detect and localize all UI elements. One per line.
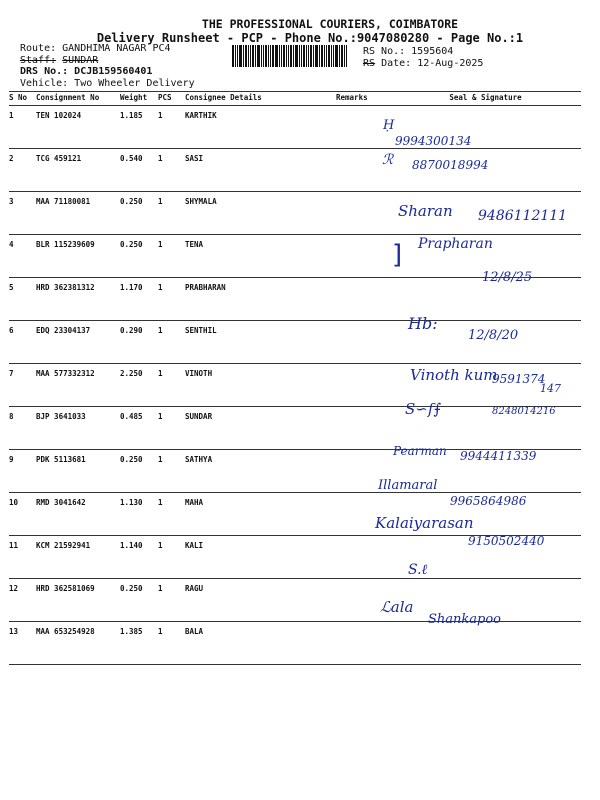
cell-sno: 6 — [9, 321, 36, 364]
barcode-bar — [341, 45, 343, 67]
barcode-bar — [306, 45, 307, 67]
cell-pcs: 1 — [158, 450, 185, 493]
cell-remarks — [336, 192, 390, 235]
signature-mark: ℒala — [380, 598, 414, 616]
cell-consignee: TENA — [185, 235, 336, 278]
cell-sno: 10 — [9, 493, 36, 536]
cell-pcs: 1 — [158, 493, 185, 536]
barcode-bar — [272, 45, 274, 67]
cell-remarks — [336, 407, 390, 450]
hw-r9b: 9944411339 — [460, 449, 537, 463]
table-row — [9, 106, 581, 149]
barcode-bar — [263, 45, 264, 67]
col-weight: Weight — [120, 92, 158, 106]
barcode-bar — [237, 45, 238, 67]
cell-weight: 2.250 — [120, 364, 158, 407]
hw-r6: 12/8/20 — [468, 328, 519, 343]
table-end — [9, 665, 581, 666]
barcode-bar — [293, 45, 294, 67]
signature-mark: S∽f⨍ — [405, 400, 442, 418]
barcode-bar — [333, 45, 334, 67]
staff-text: Staff: SUNDAR — [20, 54, 99, 66]
cell-consignee: RAGU — [185, 579, 336, 622]
cell-weight: 1.185 — [120, 106, 158, 149]
barcode-bar — [250, 45, 251, 67]
cell-consignee: SATHYA — [185, 450, 336, 493]
company-title: THE PROFESSIONAL COURIERS, COIMBATORE — [201, 17, 459, 31]
col-remarks: Remarks — [336, 92, 390, 106]
hw-r5a: Prapharan — [418, 236, 493, 252]
cell-weight: 1.170 — [120, 278, 158, 321]
table-row — [9, 149, 581, 192]
barcode-bar — [339, 45, 340, 67]
cell-sno: 2 — [9, 149, 36, 192]
route-text: Route: GANDHIMA NAGAR PC4 — [20, 43, 171, 54]
hw-r9a: Pearman — [393, 444, 447, 458]
hw-r3b: 9486112111 — [478, 208, 568, 224]
hw-r13: Shankapoo — [428, 612, 502, 627]
col-consignee: Consignee Details — [185, 92, 336, 106]
col-consignment: Consignment No — [36, 92, 120, 106]
cell-sno: 9 — [9, 450, 36, 493]
hw-r1: 9994300134 — [395, 134, 472, 148]
barcode-bar — [252, 45, 254, 67]
hw-r11b: 9150502440 — [468, 534, 545, 548]
cell-remarks — [336, 235, 390, 278]
cell-sno: 3 — [9, 192, 36, 235]
barcode-bar — [286, 45, 287, 67]
barcode-bar — [261, 45, 262, 67]
rs-date: RS Date: 12-Aug-2025 — [363, 57, 484, 69]
cell-consignment: HRD 362381312 — [36, 278, 120, 321]
hw-r7b: 9591374 — [492, 372, 546, 386]
vehicle-text: Vehicle: Two Wheeler Delivery — [20, 77, 195, 89]
barcode-bar — [326, 45, 327, 67]
barcode-bar — [308, 45, 309, 67]
cell-remarks — [336, 321, 390, 364]
cell-consignee: SENTHIL — [185, 321, 336, 364]
barcode-bar — [275, 45, 278, 67]
col-signature: Seal & Signature — [390, 92, 581, 106]
hw-r2: 8870018994 — [412, 158, 489, 172]
cell-consignment: KCM 21592941 — [36, 536, 120, 579]
cell-weight: 0.250 — [120, 450, 158, 493]
cell-consignment: TCG 459121 — [36, 149, 120, 192]
cell-sno: 1 — [9, 106, 36, 149]
cell-consignee: PRABHARAN — [185, 278, 336, 321]
barcode-bar — [299, 45, 300, 67]
barcode-bar — [346, 45, 347, 67]
hw-r3a: Sharan — [398, 202, 453, 220]
cell-consignment: MAA 653254928 — [36, 622, 120, 665]
barcode-bar — [313, 45, 314, 67]
signature-mark: Ḥ — [383, 118, 395, 133]
cell-consignment: BLR 115239609 — [36, 235, 120, 278]
cell-pcs: 1 — [158, 235, 185, 278]
cell-consignment: MAA 71180081 — [36, 192, 120, 235]
cell-pcs: 1 — [158, 149, 185, 192]
barcode — [232, 45, 354, 67]
hw-r5b: 12/8/25 — [482, 270, 533, 285]
cell-remarks — [336, 364, 390, 407]
barcode-bar — [239, 45, 242, 67]
cell-remarks — [336, 278, 390, 321]
cell-sno: 13 — [9, 622, 36, 665]
runsheet-title: Delivery Runsheet - PCP - Phone No.:9047080280 - Page No.:1 — [96, 31, 524, 45]
barcode-bar — [270, 45, 271, 67]
barcode-bar — [319, 45, 320, 67]
cell-consignment: HRD 362581069 — [36, 579, 120, 622]
bracket-mark: ] — [392, 240, 403, 270]
hw-r7a: Vinoth kum — [410, 366, 498, 384]
cell-sno: 8 — [9, 407, 36, 450]
barcode-bar — [243, 45, 244, 67]
barcode-bar — [331, 45, 332, 67]
cell-pcs: 1 — [158, 278, 185, 321]
cell-weight: 0.290 — [120, 321, 158, 364]
cell-signature — [390, 622, 581, 665]
barcode-bar — [303, 45, 305, 67]
barcode-bar — [335, 45, 338, 67]
barcode-bar — [268, 45, 269, 67]
cell-consignee: SUNDAR — [185, 407, 336, 450]
barcode-bar — [281, 45, 282, 67]
cell-weight: 0.250 — [120, 579, 158, 622]
barcode-bar — [265, 45, 267, 67]
barcode-bar — [295, 45, 298, 67]
barcode-bar — [344, 45, 345, 67]
rs-number: RS No.: 1595604 — [363, 46, 454, 57]
cell-consignment: BJP 3641033 — [36, 407, 120, 450]
cell-consignment: RMD 3041642 — [36, 493, 120, 536]
cell-weight: 1.130 — [120, 493, 158, 536]
cell-consignee: KARTHIK — [185, 106, 336, 149]
hw-r10a: Illamaral — [378, 478, 438, 493]
cell-weight: 0.250 — [120, 235, 158, 278]
cell-consignee: MAHA — [185, 493, 336, 536]
cell-weight: 0.540 — [120, 149, 158, 192]
cell-sno: 5 — [9, 278, 36, 321]
barcode-bar — [235, 45, 236, 67]
table-header-row — [9, 92, 581, 106]
barcode-bar — [283, 45, 285, 67]
hw-r8: 8248014216 — [492, 406, 556, 417]
barcode-bar — [310, 45, 312, 67]
cell-remarks — [336, 106, 390, 149]
barcode-bar — [290, 45, 292, 67]
barcode-bar — [255, 45, 256, 67]
cell-weight: 0.485 — [120, 407, 158, 450]
col-pcs: PCS — [158, 92, 185, 106]
barcode-bar — [301, 45, 302, 67]
cell-sno: 4 — [9, 235, 36, 278]
cell-weight: 1.385 — [120, 622, 158, 665]
cell-consignee: KALI — [185, 536, 336, 579]
barcode-bar — [315, 45, 318, 67]
drs-text: DRS No.: DCJB159560401 — [20, 66, 153, 77]
barcode-bar — [324, 45, 325, 67]
cell-consignment: PDK 5113681 — [36, 450, 120, 493]
cell-consignee: SHYMALA — [185, 192, 336, 235]
cell-sno: 11 — [9, 536, 36, 579]
cell-consignment: EDQ 23304137 — [36, 321, 120, 364]
barcode-bar — [328, 45, 330, 67]
table-bottom-border — [9, 665, 581, 666]
cell-pcs: 1 — [158, 364, 185, 407]
cell-pcs: 1 — [158, 622, 185, 665]
signature-mark: Hb: — [408, 314, 438, 333]
cell-sno: 7 — [9, 364, 36, 407]
cell-pcs: 1 — [158, 106, 185, 149]
cell-consignee: SASI — [185, 149, 336, 192]
barcode-bar — [257, 45, 260, 67]
col-sno: S No — [9, 92, 36, 106]
signature-mark: ℛ — [382, 152, 394, 168]
cell-remarks — [336, 536, 390, 579]
meta-right — [363, 46, 483, 69]
barcode-bar — [232, 45, 234, 67]
cell-consignment: TEN 102024 — [36, 106, 120, 149]
barcode-bar — [245, 45, 247, 67]
cell-pcs: 1 — [158, 407, 185, 450]
cell-weight: 1.140 — [120, 536, 158, 579]
cell-remarks — [336, 622, 390, 665]
cell-sno: 12 — [9, 579, 36, 622]
cell-consignment: MAA 577332312 — [36, 364, 120, 407]
cell-pcs: 1 — [158, 192, 185, 235]
barcode-bar — [279, 45, 280, 67]
hw-r10b: 9965864986 — [450, 494, 527, 508]
cell-weight: 0.250 — [120, 192, 158, 235]
meta-left — [20, 43, 195, 89]
hw-r7c: 147 — [540, 382, 561, 395]
barcode-bar — [288, 45, 289, 67]
signature-mark: S.ℓ — [408, 562, 428, 578]
cell-consignee: BALA — [185, 622, 336, 665]
cell-pcs: 1 — [158, 321, 185, 364]
barcode-bar — [248, 45, 249, 67]
hw-r11a: Kalaiyarasan — [375, 514, 474, 532]
cell-pcs: 1 — [158, 579, 185, 622]
table-row — [9, 622, 581, 665]
cell-pcs: 1 — [158, 536, 185, 579]
barcode-bar — [321, 45, 323, 67]
cell-consignee: VINOTH — [185, 364, 336, 407]
